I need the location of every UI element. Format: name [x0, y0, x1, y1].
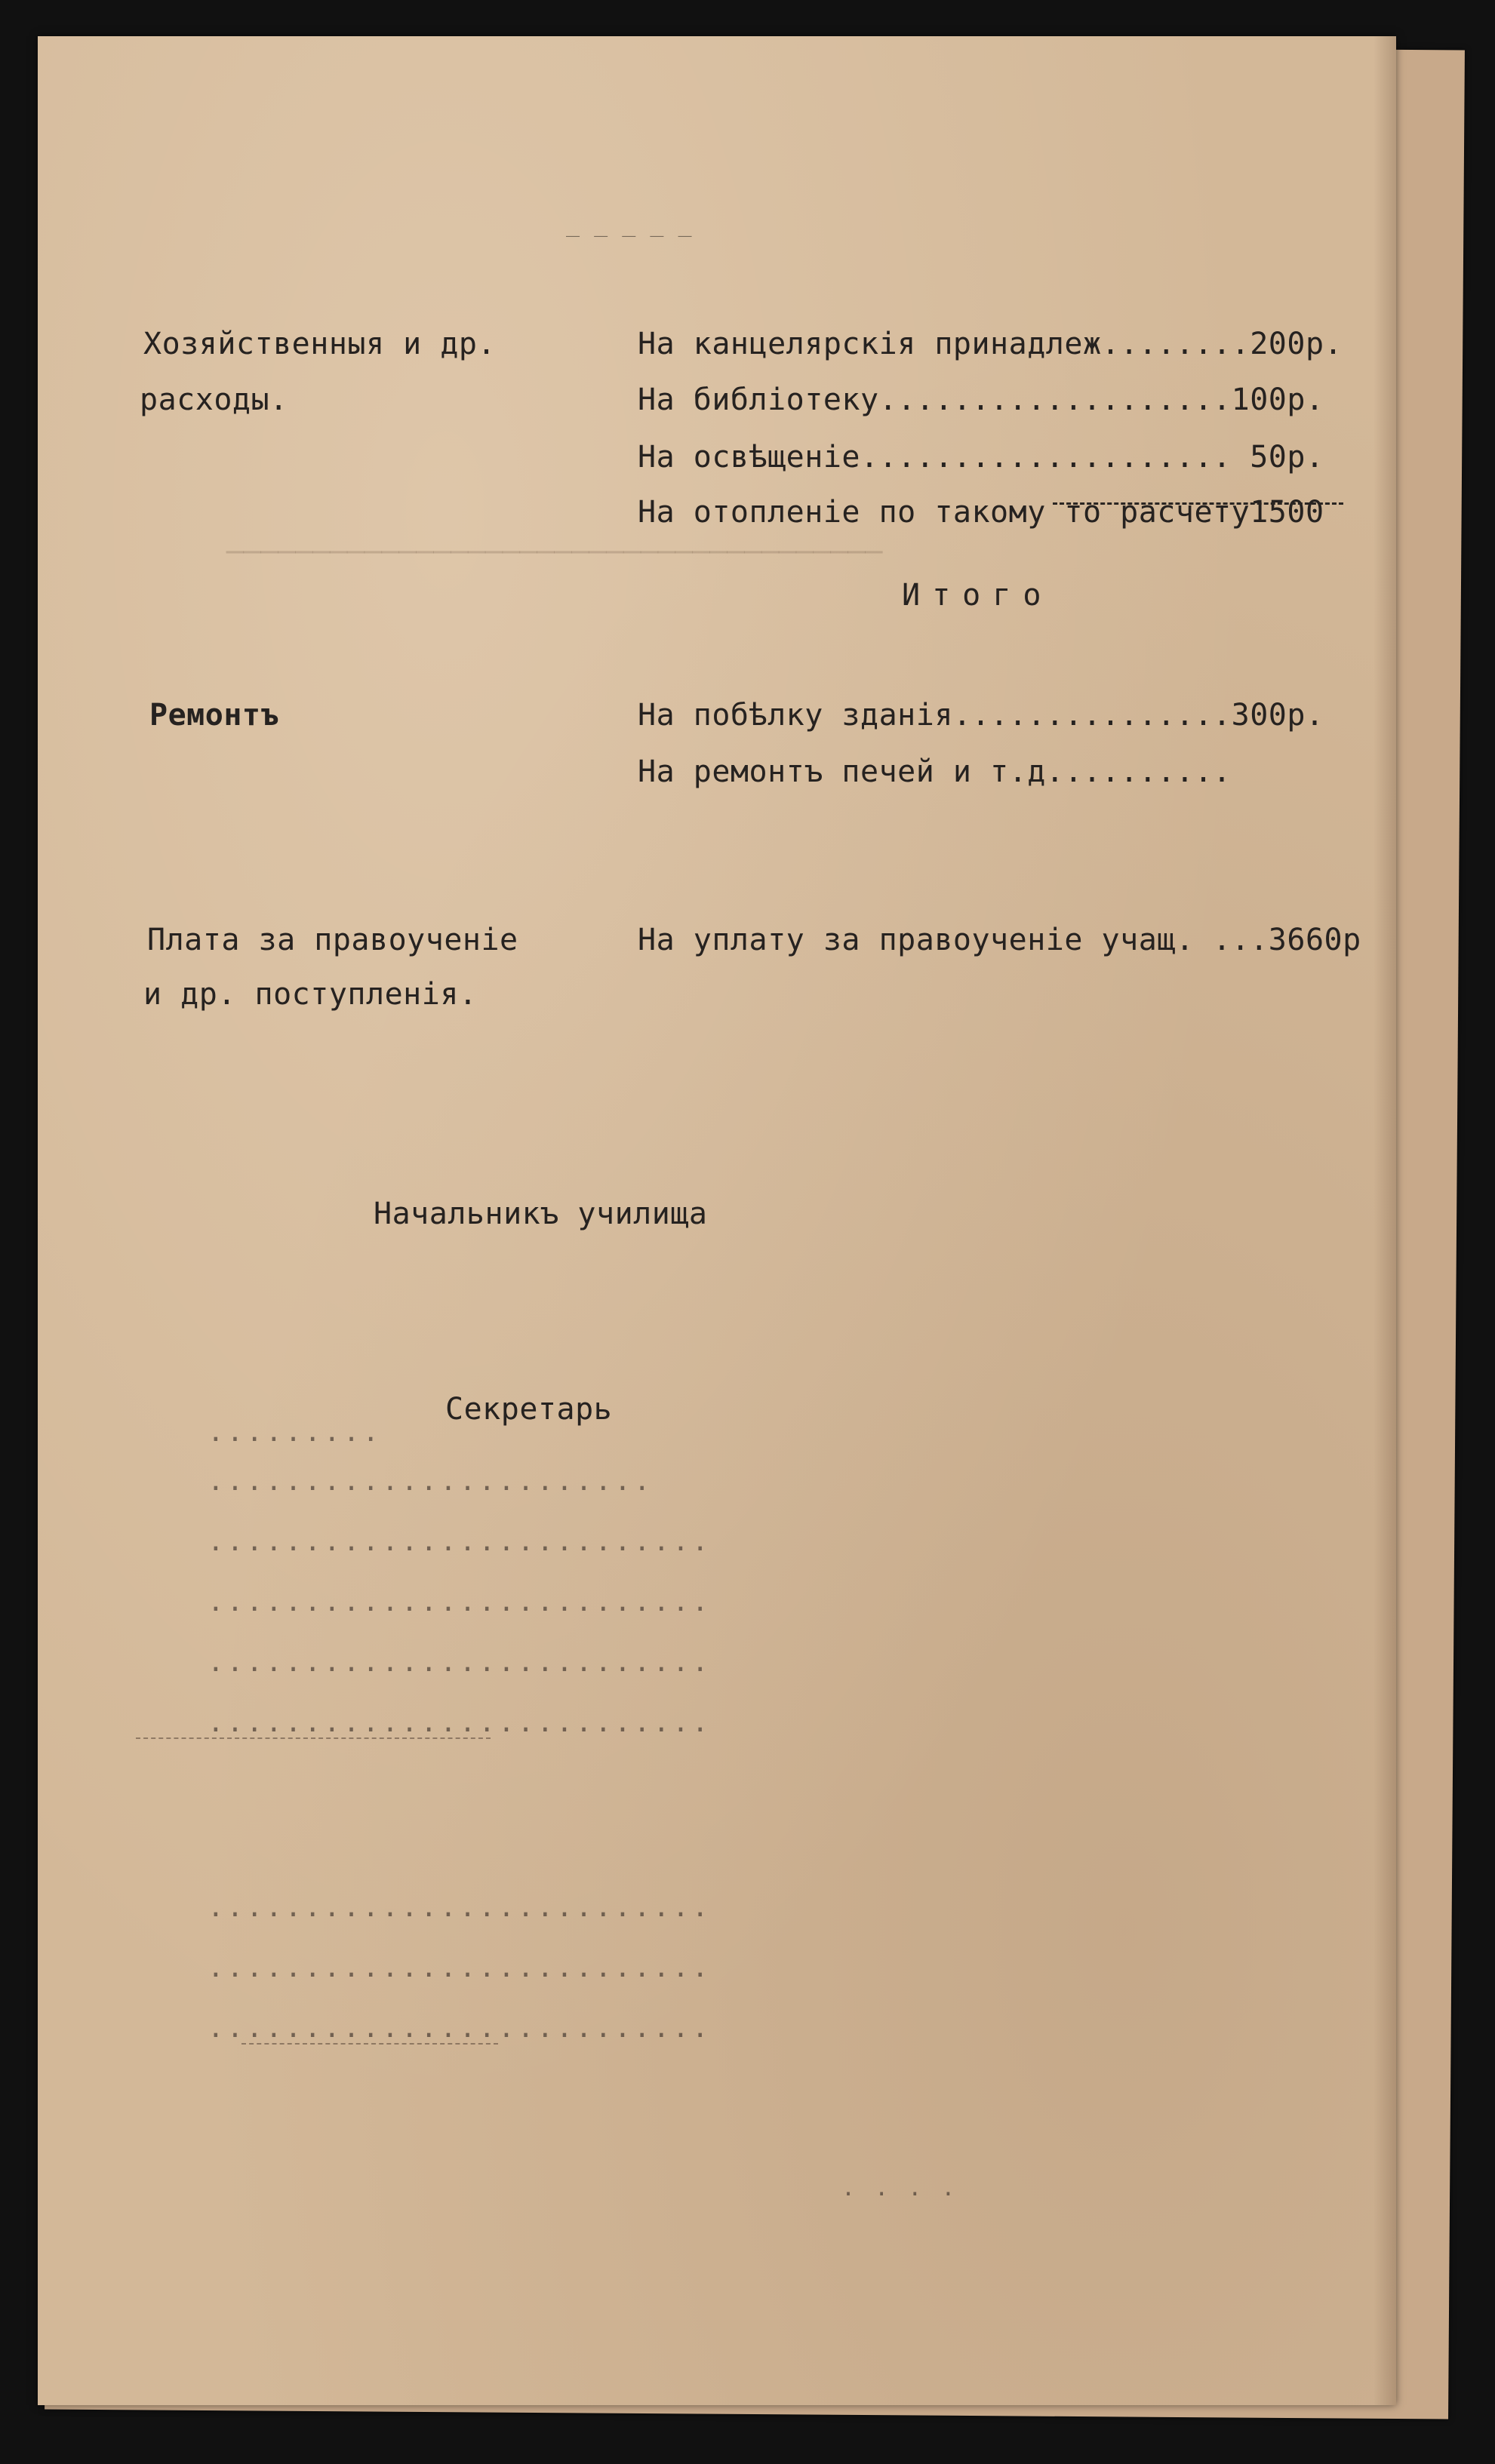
category-household-line-2: расходы.	[140, 383, 288, 417]
dotted-line: ..........................	[208, 1526, 712, 1557]
dotted-line: ..........................	[208, 1707, 712, 1738]
total-label: Итого	[902, 578, 1054, 613]
dotted-line: ..........................	[208, 1952, 712, 1983]
bleed-through-block: ──────────────────────────────────────	[226, 536, 883, 569]
category-household-line-1: Хозяйственныя и др.	[143, 327, 497, 361]
signature-secretary-label: Секретарь	[445, 1392, 613, 1427]
dotted-line: ..........................	[208, 1892, 712, 1923]
item-library: На библіотеку...................100р.	[638, 383, 1324, 417]
dotted-line: ..........................	[208, 1647, 712, 1678]
category-tuition-line-1: Плата за правоученіе	[147, 923, 518, 957]
sheet-edge-shadow	[1373, 36, 1396, 2405]
item-lighting: На освѣщеніе.................... 50р.	[638, 440, 1324, 475]
dotted-line: .......................	[208, 1466, 654, 1497]
bottom-marks: . . . .	[841, 2175, 958, 2201]
dotted-line: ..........................	[208, 1587, 712, 1618]
dotted-line: ..........................	[208, 2013, 712, 2044]
faint-rule	[241, 2043, 498, 2045]
signature-head-label: Начальникъ училища	[374, 1197, 708, 1231]
header-mark: _ _ _ _ _	[566, 211, 693, 238]
item-tuition-payment: На уплату за правоученіе учащ. ...3660р	[638, 923, 1361, 957]
item-whitewash: На побѣлку зданія...............300р.	[638, 698, 1324, 733]
item-stove-repair: На ремонтъ печей и т.д..........	[638, 754, 1232, 789]
category-repair: Ремонтъ	[149, 698, 280, 733]
faint-rule	[136, 1737, 491, 1739]
total-rule	[1053, 502, 1343, 505]
item-stationery: На канцелярскія принадлеж........200р.	[638, 327, 1343, 361]
paper-sheet	[38, 36, 1396, 2405]
dotted-line: .........	[208, 1417, 383, 1448]
category-tuition-line-2: и др. поступленія.	[143, 977, 478, 1012]
item-heating: На отопленіе по такому то расчету1500	[638, 495, 1324, 530]
